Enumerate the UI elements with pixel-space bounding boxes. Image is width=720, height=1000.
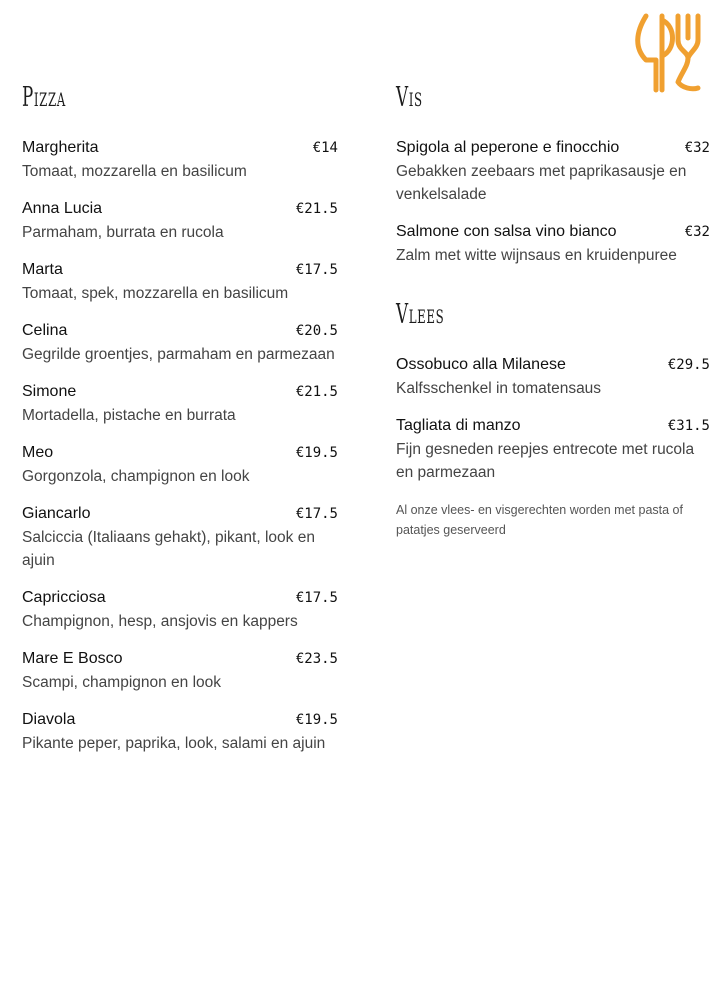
- menu-item-name: Marta: [22, 261, 63, 278]
- menu-item-header: [22, 504, 338, 524]
- pizza-menu-item: [22, 710, 338, 755]
- menu-item-description: Scampi, champignon en look: [22, 674, 222, 691]
- menu-item-description: Kalfsschenkel in tomatensaus: [396, 380, 602, 397]
- menu-item-description: Gegrilde groentjes, parmaham en parmezaan: [22, 346, 335, 363]
- menu-item-header: [22, 382, 338, 402]
- menu-item-header: [396, 416, 710, 436]
- serving-note: Al onze vlees- en visgerechten worden met pasta of patatjes geserveerd: [396, 503, 683, 537]
- menu-item-name: Capricciosa: [22, 589, 106, 606]
- pizza-list: [22, 138, 338, 755]
- pizza-section: [22, 80, 338, 771]
- menu-item-header: [22, 443, 338, 463]
- menu-item-header: [396, 138, 710, 158]
- menu-item-description: Parmaham, burrata en rucola: [22, 224, 224, 241]
- menu-item-header: [22, 138, 338, 158]
- menu-item-description: Fijn gesneden reepjes entrecote met rucola en parmezaan: [396, 441, 695, 481]
- menu-item-price: €21.5: [295, 384, 338, 400]
- vis-section: [396, 80, 710, 267]
- vis-menu-item: [396, 138, 710, 206]
- vlees-section-title: Vlees: [396, 299, 445, 330]
- pizza-menu-item: [22, 504, 338, 572]
- menu-item-header: [22, 588, 338, 608]
- menu-item-price: €17.5: [295, 506, 338, 522]
- pizza-menu-item: [22, 649, 338, 694]
- menu-item-header: [22, 649, 338, 669]
- pizza-menu-item: [22, 382, 338, 427]
- vis-list: [396, 138, 710, 267]
- pizza-section-title: Pizza: [22, 82, 66, 113]
- right-column: [396, 80, 710, 540]
- vlees-section: [396, 297, 710, 540]
- menu-item-description: Tomaat, mozzarella en basilicum: [22, 163, 247, 180]
- menu-item-header: [22, 710, 338, 730]
- pizza-menu-item: [22, 138, 338, 183]
- menu-item-price: €14: [312, 140, 338, 156]
- vlees-list: [396, 355, 710, 484]
- menu-item-price: €21.5: [295, 201, 338, 217]
- menu-item-name: Salmone con salsa vino bianco: [396, 223, 617, 240]
- menu-item-name: Simone: [22, 383, 77, 400]
- menu-item-name: Celina: [22, 322, 68, 339]
- pizza-menu-item: [22, 199, 338, 244]
- menu-item-price: €29.5: [667, 357, 710, 373]
- pizza-menu-item: [22, 260, 338, 305]
- menu-item-price: €23.5: [295, 651, 338, 667]
- menu-item-price: €20.5: [295, 323, 338, 339]
- menu-item-header: [22, 260, 338, 280]
- vlees-menu-item: [396, 416, 710, 484]
- menu-item-description: Gebakken zeebaars met paprikasausje en venkelsalade: [396, 163, 687, 203]
- menu-item-name: Margherita: [22, 139, 99, 156]
- menu-item-header: [396, 355, 710, 375]
- pizza-menu-item: [22, 588, 338, 633]
- menu-item-header: [22, 321, 338, 341]
- menu-item-price: €31.5: [667, 418, 710, 434]
- vlees-menu-item: [396, 355, 710, 400]
- menu-item-description: Champignon, hesp, ansjovis en kappers: [22, 613, 298, 630]
- menu-item-price: €19.5: [295, 712, 338, 728]
- menu-item-description: Pikante peper, paprika, look, salami en ajuin: [22, 735, 326, 752]
- menu-item-name: Anna Lucia: [22, 200, 103, 217]
- menu-item-name: Tagliata di manzo: [396, 417, 521, 434]
- menu-item-price: €32: [684, 224, 710, 240]
- menu-item-name: Giancarlo: [22, 505, 91, 522]
- menu-item-name: Spigola al peperone e finocchio: [396, 139, 620, 156]
- menu-item-price: €17.5: [295, 262, 338, 278]
- menu-item-name: Meo: [22, 444, 54, 461]
- menu-item-header: [22, 199, 338, 219]
- menu-item-price: €32: [684, 140, 710, 156]
- menu-item-header: [396, 222, 710, 242]
- menu-item-description: Salciccia (Italiaans gehakt), pikant, look en ajuin: [22, 529, 315, 569]
- menu-item-description: Gorgonzola, champignon en look: [22, 468, 250, 485]
- menu-item-name: Diavola: [22, 711, 76, 728]
- menu-item-price: €19.5: [295, 445, 338, 461]
- menu-item-name: Ossobuco alla Milanese: [396, 356, 566, 373]
- menu-item-price: €17.5: [295, 590, 338, 606]
- vis-menu-item: [396, 222, 710, 267]
- menu-item-name: Mare E Bosco: [22, 650, 123, 667]
- vis-section-title: Vis: [396, 82, 423, 113]
- menu-item-description: Zalm met witte wijnsaus en kruidenpuree: [396, 247, 677, 264]
- menu-item-description: Mortadella, pistache en burrata: [22, 407, 236, 424]
- pizza-menu-item: [22, 443, 338, 488]
- menu-item-description: Tomaat, spek, mozzarella en basilicum: [22, 285, 289, 302]
- pizza-menu-item: [22, 321, 338, 366]
